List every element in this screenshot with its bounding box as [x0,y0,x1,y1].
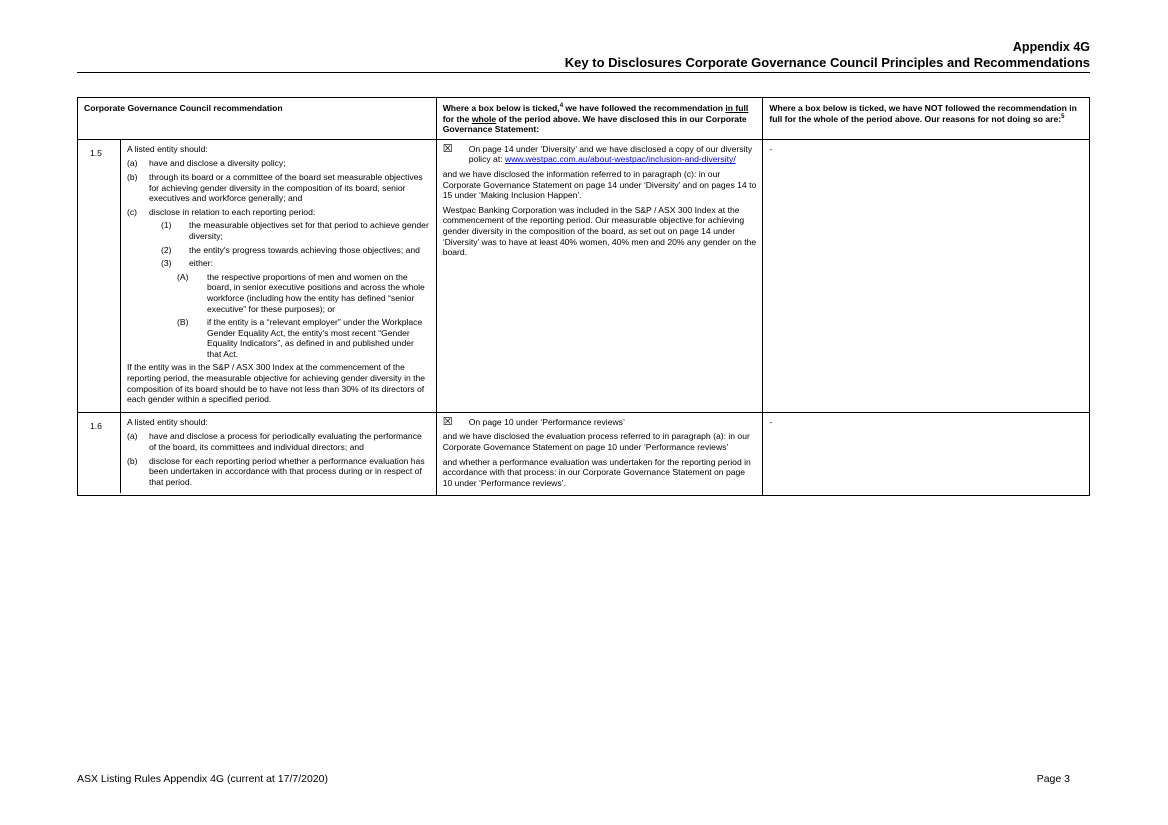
list-item: (a) have and disclose a process for periodically evaluating the performance of the board, its committees and individual directors; and [127,431,422,453]
checkbox-ticked-icon: ☒ [442,142,453,155]
col-heading-not-followed: Where a box below is ticked, we have NOT followed the recommendation in full for the whole of the period above. Our reasons for not doing so are:$^5$ [763,98,1090,140]
recommendation-intro: A listed entity should: [127,143,208,154]
list-item: (3) either: [161,258,213,269]
list-item: (2) the entity's progress towards achieving those objectives; and [161,244,420,255]
followed-text: On page 14 under ‘Diversity’ and we have disclosed a copy of our diversity policy at: [468,143,753,165]
list-item: (c) disclose in relation to each reporting period: [127,206,316,217]
list-item: (A) the respective proportions of men and women on the board, in senior executive positions and across the whole workforce (including how the entity has defined “senior executive” for these purposes); or [177,271,425,314]
footer-source: ASX Listing Rules Appendix 4G (current at 17/7/2020) [77,773,328,785]
col-heading-followed: Where a box below is ticked,$^4$ we have followed the recommendation in full for the whole of the period above. We have disclosed this in our Corporate Governance Statement: [436,98,763,140]
col-heading-recommendation: Corporate Governance Council recommendation [78,98,437,140]
list-item: (B) if the entity is a “relevant employer” under the Workplace Gender Equality Act, the entity's most recent “Gender Equality Indicators”, as defined in and published under that Act. [177,317,423,359]
diversity-policy-link[interactable]: www.westpac.com.au/about-westpac/inclusion-and-diversity/ [505,154,736,165]
not-followed-cell: - [763,139,1090,412]
table-row [78,412,1090,496]
appendix-label: Appendix 4G [1012,40,1090,54]
followed-paragraph: and whether a performance evaluation was undertaken for the reporting period in accordance with that process: in our Corporate Governance Statement on page 10 under ‘Performance reviews’. [442,456,751,488]
page-title: Key to Disclosures Corporate Governance Council Principles and Recommendations [564,55,1090,70]
checkbox-ticked-icon: ☒ [442,415,453,428]
recommendation-cell [78,139,437,412]
recommendation-cell [78,412,437,496]
followed-paragraph: Westpac Banking Corporation was included in the S&P / ASX 300 Index at the commencement of the reporting period. Our measurable objective for achieving gender diversity in the composition of the board, as set out on page 14 under ‘Diversity’ was to have at least 40% women, 40% men and 20% any gender on the board. [442,204,757,258]
followed-text: On page 10 under ‘Performance reviews’ [468,416,625,427]
followed-cell [436,139,763,412]
recommendation-intro: A listed entity should: [127,416,208,427]
list-item: (a) have and disclose a diversity policy; [127,158,286,169]
table-header-row [78,98,1090,140]
footer-page-number: Page 3 [1036,773,1070,785]
followed-paragraph: and we have disclosed the evaluation process referred to in paragraph (a): in our Corporate Governance Statement on page 10 under ‘Performance reviews’ [442,431,750,453]
header-rule [77,72,1090,73]
recommendation-closing: If the entity was in the S&P / ASX 300 Index at the commencement of the reporting period, the measurable objective for achieving gender diversity in the composition of its board should be to have not less than 30% of its directors of each gender within a specified period. [127,362,426,405]
list-item: (b) disclose for each reporting period whether a performance evaluation has been undertaken in accordance with that process during or in respect of that period. [127,455,425,487]
recommendation-number: 1.6 [90,420,102,431]
recommendation-number: 1.5 [90,147,102,158]
list-item: (b) through its board or a committee of the board set measurable objectives for achieving gender diversity in the composition of its board, senior executives and workforce generally; and [127,171,423,204]
followed-paragraph: and we have disclosed the information referred to in paragraph (c): in our Corporate Governance Statement on page 14 under ‘Diversity’ and on pages 14 to 15 under ‘Making Inclusion Happen’. [442,168,757,201]
list-item: (1) the measurable objectives set for that period to achieve gender diversity; [161,220,429,241]
not-followed-cell: - [763,412,1090,496]
table-row [78,139,1090,412]
followed-cell [436,412,763,496]
disclosure-table [77,97,1090,496]
